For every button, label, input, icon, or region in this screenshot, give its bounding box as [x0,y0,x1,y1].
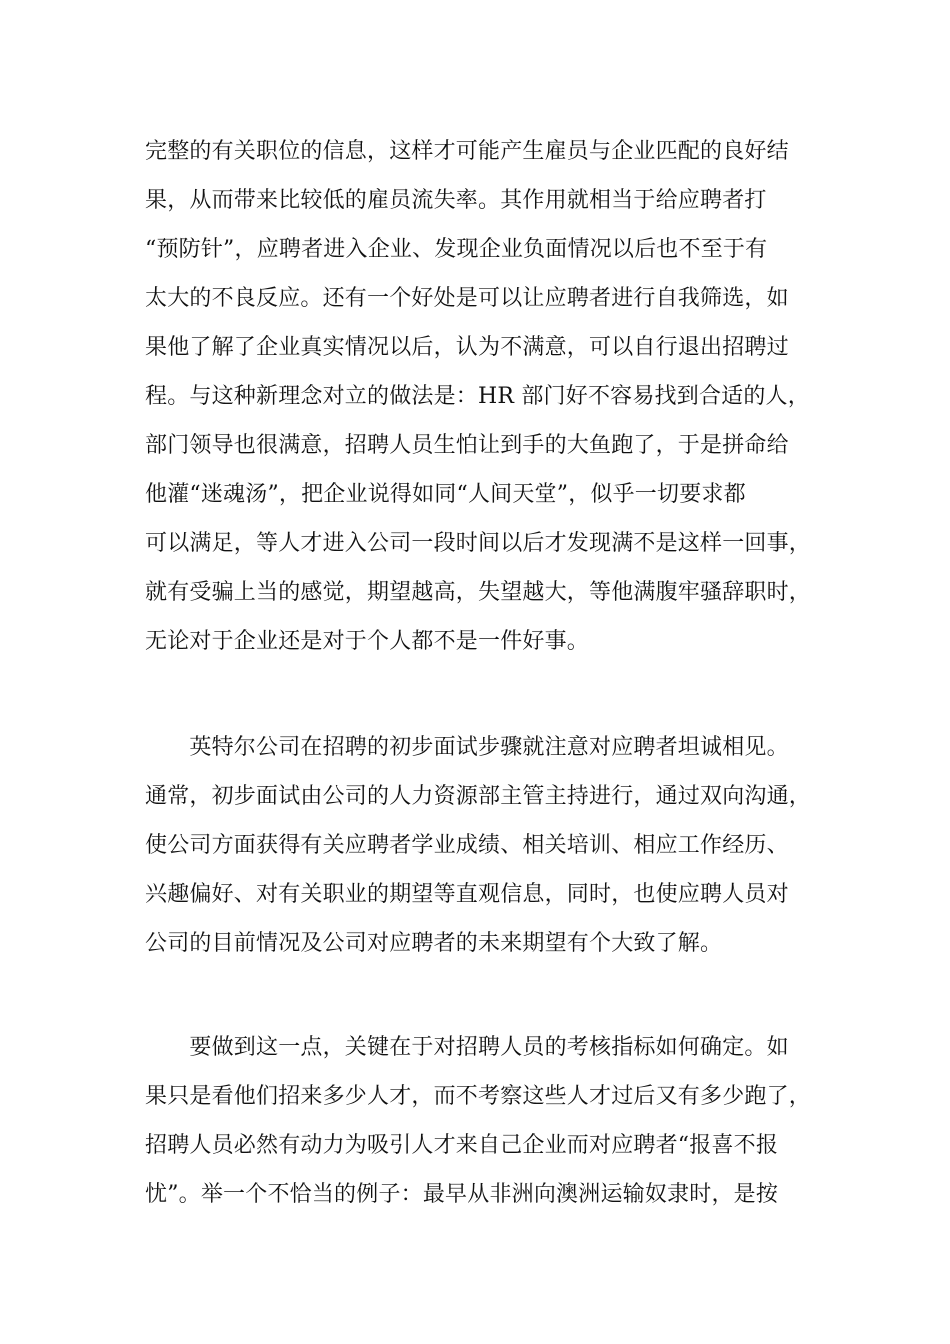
text-line: 他灌“迷魂汤”，把企业说得如同“人间天堂”，似乎一切要求都 [145,482,746,507]
text-line: 通常，初步面试由公司的人力资源部主管主持进行，通过双向沟通， [145,784,812,809]
text-line: 部门领导也很满意，招聘人员生怕让到手的大鱼跑了，于是拼命给 [145,433,789,458]
paragraph-1 [145,127,825,666]
paragraph-2 [145,723,825,968]
paragraph-3 [145,1023,825,1219]
text-line: 招聘人员必然有动力为吸引人才来自己企业而对应聘者“报喜不报 [145,1133,779,1158]
text-line: “预防针”，应聘者进入企业、发现企业负面情况以后也不至于有 [145,237,768,262]
text-line: 果，从而带来比较低的雇员流失率。其作用就相当于给应聘者打 [145,188,767,213]
text-line: 果他了解了企业真实情况以后，认为不满意，可以自行退出招聘过 [145,335,789,360]
text-line: 忧”。举一个不恰当的例子：最早从非洲向澳洲运输奴隶时，是按 [145,1182,779,1207]
text-line: 就有受骗上当的感觉，期望越高，失望越大，等他满腹牢骚辞职时， [145,580,812,605]
text-line: 兴趣偏好、对有关职业的期望等直观信息，同时，也使应聘人员对 [145,882,789,907]
text-line: 使公司方面获得有关应聘者学业成绩、相关培训、相应工作经历、 [145,833,789,858]
text-line: 果只是看他们招来多少人才，而不考察这些人才过后又有多少跑了， [145,1084,812,1109]
text-line: 太大的不良反应。还有一个好处是可以让应聘者进行自我筛选，如 [145,286,789,311]
text-line: 要做到这一点，关键在于对招聘人员的考核指标如何确定。如 [145,1035,789,1060]
text-line: 无论对于企业还是对于个人都不是一件好事。 [145,629,590,654]
text-line: 公司的目前情况及公司对应聘者的未来期望有个大致了解。 [145,931,723,956]
text-line: 完整的有关职位的信息，这样才可能产生雇员与企业匹配的良好结 [145,139,789,164]
text-line: 可以满足，等人才进入公司一段时间以后才发现满不是这样一回事， [145,531,812,556]
text-line: 程。与这种新理念对立的做法是：HR 部门好不容易找到合适的人， [145,384,810,409]
text-line: 英特尔公司在招聘的初步面试步骤就注意对应聘者坦诚相见。 [145,735,789,760]
